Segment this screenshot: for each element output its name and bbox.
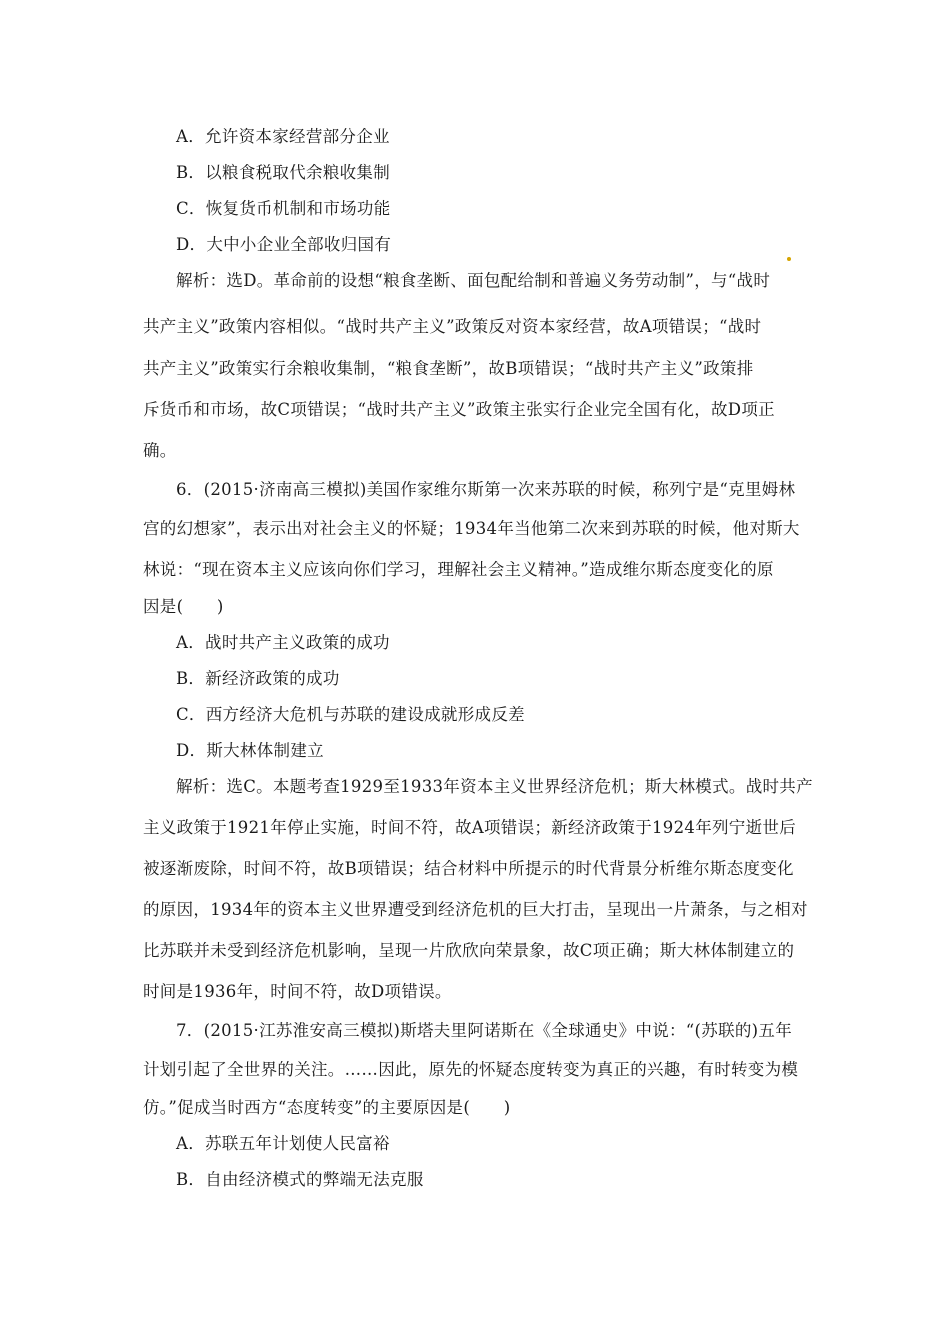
q6-option-a: A．战时共产主义政策的成功: [176, 633, 390, 652]
q7-stem-line: 仿。”促成当时西方“态度转变”的主要原因是( ): [143, 1098, 511, 1117]
q7-option-b: B．自由经济模式的弊端无法克服: [176, 1170, 424, 1189]
q6-stem-line: 宫的幻想家”，表示出对社会主义的怀疑；1934年当他第二次来到苏联的时候，他对斯大: [143, 519, 800, 538]
q6-analysis-line: 主义政策于1921年停止实施，时间不符，故A项错误；新经济政策于1924年列宁逝世后: [143, 818, 796, 837]
q7-option-a: A．苏联五年计划使人民富裕: [176, 1134, 390, 1153]
q6-analysis-line: 比苏联并未受到经济危机影响，呈现一片欣欣向荣景象，故C项正确；斯大林体制建立的: [143, 941, 795, 960]
q6-analysis-line: 时间是1936年，时间不符，故D项错误。: [143, 982, 452, 1001]
q5-option-b: B．以粮食税取代余粮收集制: [176, 163, 391, 182]
q5-analysis-line: 斥货币和市场，故C项错误；“战时共产主义”政策主张实行企业完全国有化，故D项正: [143, 400, 775, 419]
q7-stem-line: 计划引起了全世界的关注。……因此，原先的怀疑态度转变为真正的兴趣，有时转变为模: [143, 1060, 799, 1079]
q6-analysis-line: 的原因，1934年的资本主义世界遭受到经济危机的巨大打击，呈现出一片萧条，与之相对: [143, 900, 808, 919]
q6-option-b: B．新经济政策的成功: [176, 669, 340, 688]
q6-option-d: D．斯大林体制建立: [176, 741, 324, 760]
q5-analysis-line: 共产主义”政策内容相似。“战时共产主义”政策反对资本家经营，故A项错误；“战时: [143, 317, 762, 336]
q6-stem-line: 林说：“现在资本主义应该向你们学习，理解社会主义精神。”造成维尔斯态度变化的原: [143, 560, 774, 579]
q5-analysis-line: 共产主义”政策实行余粮收集制，“粮食垄断”，故B项错误；“战时共产主义”政策排: [143, 359, 754, 378]
q7-stem-line: 7．(2015·江苏淮安高三模拟)斯塔夫里阿诺斯在《全球通史》中说：“(苏联的)五年: [176, 1021, 793, 1040]
q6-stem-line: 因是( ): [143, 597, 224, 616]
stray-mark: [787, 257, 791, 261]
q6-option-c: C．西方经济大危机与苏联的建设成就形成反差: [176, 705, 525, 724]
q6-analysis-line: 解析：选C。本题考查1929至1933年资本主义世界经济危机；斯大林模式。战时共产: [176, 777, 813, 796]
q5-analysis-line: 解析：选D。革命前的设想“粮食垄断、面包配给制和普遍义务劳动制”，与“战时: [176, 271, 771, 290]
q5-option-d: D．大中小企业全部收归国有: [176, 235, 392, 254]
q6-stem-line: 6．(2015·济南高三模拟)美国作家维尔斯第一次来苏联的时候，称列宁是“克里姆林: [176, 480, 796, 499]
q5-analysis-line: 确。: [143, 441, 177, 460]
q5-option-c: C．恢复货币机制和市场功能: [176, 199, 391, 218]
q5-option-a: A．允许资本家经营部分企业: [176, 127, 390, 146]
q6-analysis-line: 被逐渐废除，时间不符，故B项错误；结合材料中所提示的时代背景分析维尔斯态度变化: [143, 859, 794, 878]
